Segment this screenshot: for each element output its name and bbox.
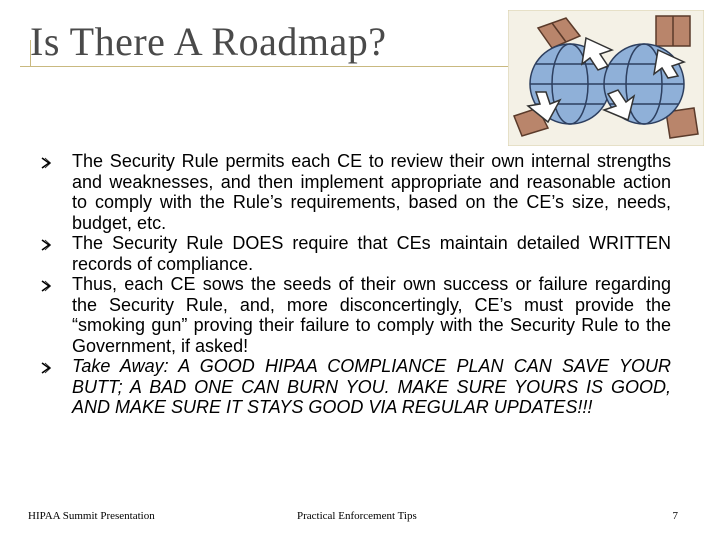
- bullet-text: The Security Rule DOES require that CEs maintain detailed WRITTEN records of compliance.: [72, 233, 671, 274]
- page-number: 7: [672, 510, 678, 522]
- bullet-list: [40, 151, 671, 418]
- arrow-bullet-icon: [40, 239, 52, 251]
- arrow-bullet-icon: [40, 157, 52, 169]
- bullet-item: [40, 151, 671, 233]
- footer-topic: Practical Enforcement Tips: [297, 510, 417, 522]
- bullet-item: [40, 233, 671, 274]
- bullet-text: Thus, each CE sows the seeds of their own success or failure regarding the Security Rule, and, more disconcertingly, CE’s must provide the “smoking gun” proving their failure to comply with the Security Rule to the Government, if asked!: [72, 274, 671, 356]
- bullet-text: Take Away: A GOOD HIPAA COMPLIANCE PLAN CAN SAVE YOUR BUTT; A BAD ONE CAN BURN YOU. MAKE SURE YOURS IS GOOD, AND MAKE SURE IT STAYS GOOD VIA REGULAR UPDATES!!!: [72, 356, 671, 417]
- bullet-text: The Security Rule permits each CE to review their own internal strengths and weaknesses, and then implement appropriate and reasonable action to comply with the Rule’s requirements, based on the CE’s size, needs, budget, etc.: [72, 151, 671, 233]
- arrow-bullet-icon: [40, 280, 52, 292]
- globes-clipart: [508, 10, 704, 146]
- slide-title: Is There A Roadmap?: [30, 19, 387, 64]
- bullet-item: [40, 274, 671, 356]
- bullet-item-takeaway: [40, 356, 671, 418]
- title-accent-line: [30, 40, 31, 66]
- arrow-bullet-icon: [40, 362, 52, 374]
- footer-presentation-name: HIPAA Summit Presentation: [28, 510, 155, 522]
- parcel-top-right: [656, 16, 690, 46]
